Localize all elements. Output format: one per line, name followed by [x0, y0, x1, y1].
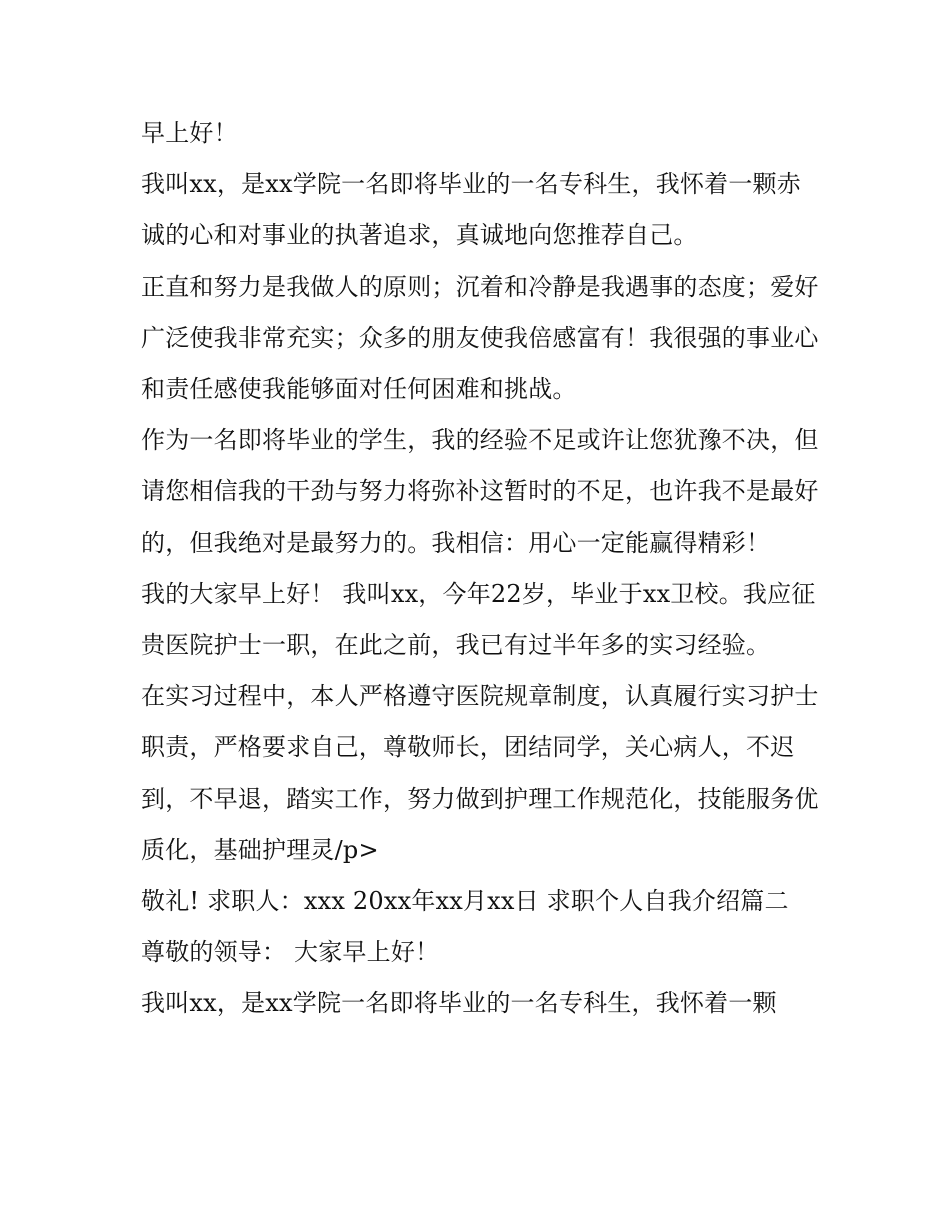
paragraph-greeting: 早上好！: [141, 119, 238, 147]
paragraph-introduction-repeat: 我叫xx，是xx学院一名即将毕业的一名专科生，我怀着一颗: [141, 989, 777, 1018]
paragraph-commitment: 作为一名即将毕业的学生，我的经验不足或许让您犹豫不决，但请您相信我的干劲与努力将弥补这暂时的不足，也许我不是最好的，但我绝对是最努力的。我相信：用心一定能赢得精彩！: [141, 426, 819, 557]
paragraph-introduction: 我叫xx，是xx学院一名即将毕业的一名专科生，我怀着一颗赤诚的心和对事业的执著追求，真诚地向您推荐自己。: [141, 170, 801, 250]
paragraph-signature: 敬礼! 求职人：xxx 20xx年xx月xx日 求职个人自我介绍篇二: [141, 887, 789, 916]
paragraph-nurse-intro: 我的大家早上好！ 我叫xx，今年22岁，毕业于xx卫校。我应征贵医院护士一职，在此之前，我已有过半年多的实习经验。: [141, 579, 816, 660]
paragraph-salutation: 尊敬的领导： 大家早上好！: [141, 938, 440, 967]
paragraph-internship: 在实习过程中，本人严格遵守医院规章制度，认真履行实习护士职责，严格要求自己，尊敬师长，团结同学，关心病人，不迟到，不早退，踏实工作，努力做到护理工作规范化，技能服务优质化，基础护理灵/p>: [141, 682, 819, 864]
document-body: [141, 108, 821, 1030]
paragraph-character: 正直和努力是我做人的原则；沉着和冷静是我遇事的态度；爱好广泛使我非常充实；众多的朋友使我倍感富有！我很强的事业心和责任感使我能够面对任何困难和挑战。: [141, 272, 819, 404]
